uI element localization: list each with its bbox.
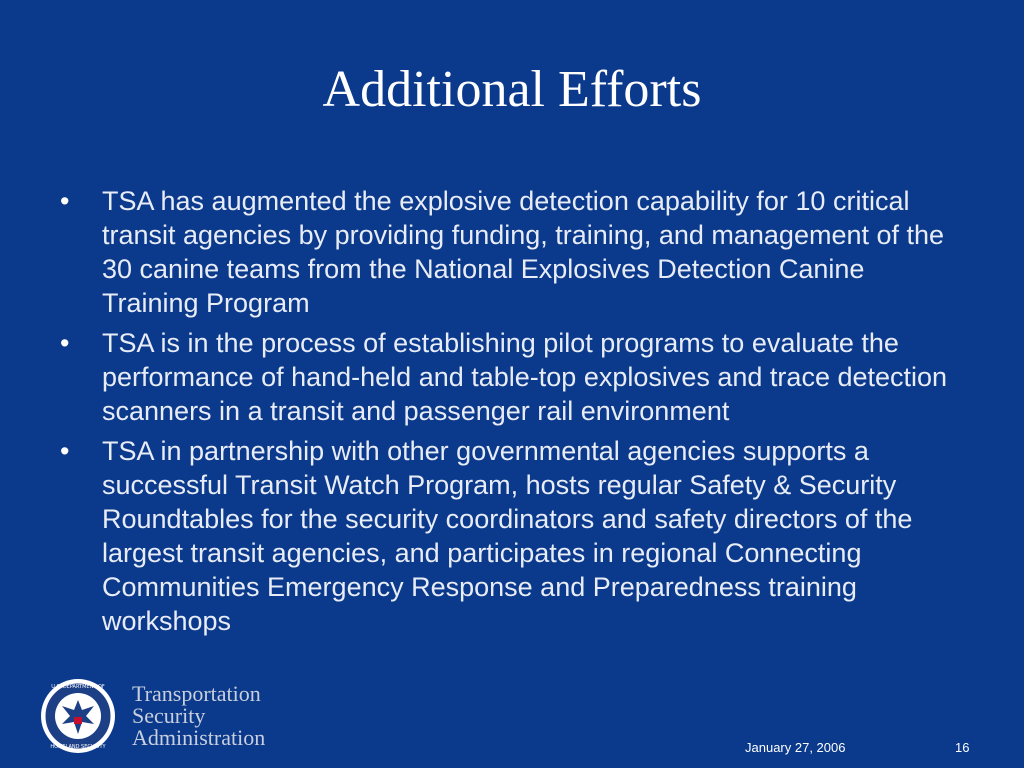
svg-text:U.S. DEPARTMENT OF: U.S. DEPARTMENT OF (51, 684, 105, 690)
bullet-item (58, 326, 958, 428)
bullet-item (58, 184, 958, 320)
page-number: 16 (955, 740, 970, 755)
dhs-seal-icon (34, 676, 124, 756)
org-line: Security (132, 703, 206, 728)
bullet-text: TSA in partnership with other governmental agencies supports a successful Transit Watch Program, hosts regular Safety & Security Roundtables for the security coordinators and safety directors of the largest transit agencies, and participates in regional Connecting Communities Emergency Response and Preparedness training workshops (102, 436, 913, 636)
org-line: Administration (132, 725, 266, 750)
org-line: Transportation (132, 681, 261, 706)
bullet-text: TSA has augmented the explosive detection capability for 10 critical transit agencies by providing funding, training, and management of the 30 canine teams from the National Explosives Detection Canine Training Program (102, 186, 945, 318)
bullet-marker: • (60, 186, 70, 216)
footer-date: January 27, 2006 (745, 740, 846, 755)
bullet-list (58, 184, 958, 644)
bullet-marker: • (60, 436, 70, 466)
bullet-item (58, 434, 958, 638)
organization-name (132, 683, 265, 749)
svg-text:HOMELAND SECURITY: HOMELAND SECURITY (50, 744, 106, 750)
slide-title: Additional Efforts (322, 61, 702, 118)
bullet-text: TSA is in the process of establishing pilot programs to evaluate the performance of hand-held and table-top explosives and trace detection scanners in a transit and passenger rail environment (102, 328, 948, 426)
bullet-marker: • (60, 328, 70, 358)
